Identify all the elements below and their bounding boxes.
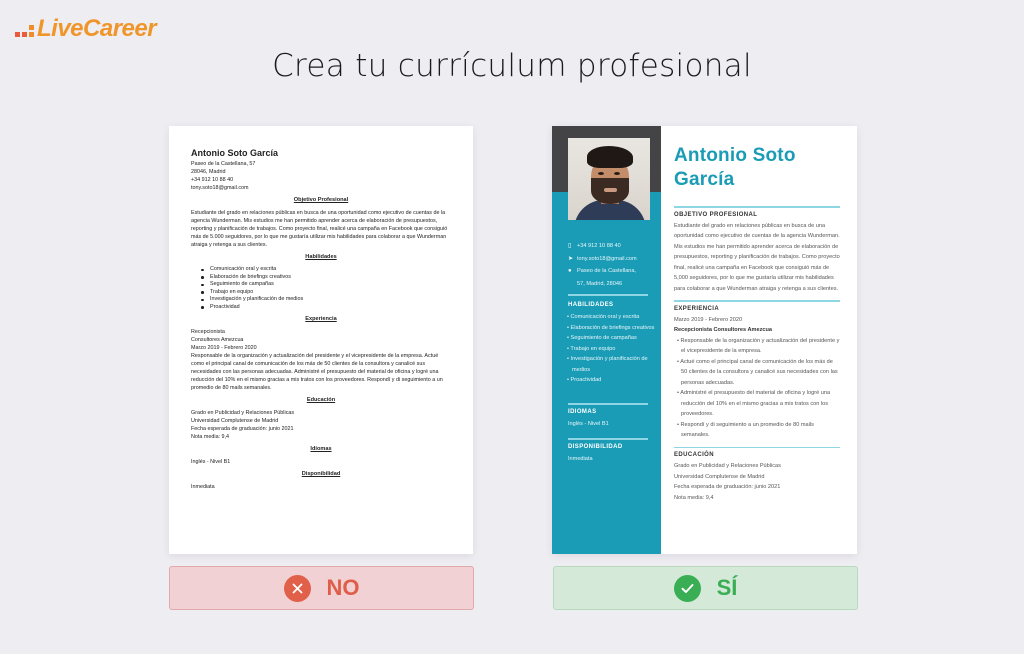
experience-role: Recepcionista <box>191 329 225 335</box>
contact-block <box>568 240 654 290</box>
resume-name-line2: García <box>674 169 735 190</box>
education-line: Universidad Complutense de Madrid <box>674 473 765 480</box>
contact-address: Paseo de la Castellana, 57 <box>191 161 256 167</box>
contact-email: tony.soto18@gmail.com <box>577 255 637 262</box>
divider <box>674 206 840 208</box>
profile-photo <box>568 138 650 220</box>
availability-text: Inmediata <box>568 456 593 462</box>
skill-item: Investigación y planificación de medios <box>201 296 451 304</box>
experience-role: Recepcionista Consultores Amezcua <box>674 327 773 333</box>
divider <box>674 300 840 302</box>
experience-company: Consultores Amezcua <box>191 337 244 343</box>
skills-list <box>191 266 451 311</box>
education-line: Nota media: 9,4 <box>191 434 230 440</box>
livecareer-logo[interactable] <box>15 16 156 42</box>
skill-item: Trabajo en equipo <box>201 289 451 297</box>
experience-bullet: • Actué como el principal canal de comunicación de los más de 50 clientes de la consultora y canalicé sus necesidades con las personas adecuadas. <box>677 358 838 386</box>
plain-resume-example <box>169 126 473 554</box>
skill-item: • Proactividad <box>567 377 602 383</box>
objective-text: Estudiante del grado en relaciones públicas en busca de una oportunidad como ejecutivo de cuentas de la agencia Wunderman. Mis estudios me han permitido aprender acerca de elaboración de presupuestos, reporting y planificación de trabajos. Como proyecto final, realicé una campaña en Facebook que consiguió más de 5.000 seguidores, por lo que me gustaría utilizar mis habilidades para colaborar a que Wunderman atraiga y retenga a sus clientes. <box>191 210 448 248</box>
skill-item: • Investigación y planificación de medios <box>567 356 648 373</box>
education-line: Fecha esperada de graduación: junio 2021 <box>674 484 781 490</box>
verdict-yes-banner <box>553 566 858 610</box>
resume-name: Antonio Soto García <box>191 148 279 158</box>
contact-phone: +34 912 10 88 40 <box>191 177 234 183</box>
phone-icon: ▯ <box>568 243 572 249</box>
experience-bullet: • Respondí y di seguimiento a un promedio de 80 mails semanales. <box>677 421 814 438</box>
contact-address-1: Paseo de la Castellana, <box>577 268 637 274</box>
verdict-no-label: NO <box>326 575 360 600</box>
skill-item: • Seguimiento de campañas <box>567 335 637 341</box>
education-line: Grado en Publicidad y Relaciones Públicas <box>191 410 295 416</box>
sidebar-skills-list <box>566 312 656 386</box>
education-line: Nota media: 9,4 <box>674 494 714 501</box>
education-line: Grado en Publicidad y Relaciones Públicas <box>674 463 781 469</box>
skill-item: Seguimiento de campañas <box>201 281 451 289</box>
sidebar-title-languages: IDIOMAS <box>568 409 597 415</box>
experience-bullet: • Administré el presupuesto del material de oficina y logré una reducción del 10% en el mismo gracias a mis tratos con los proveedores. <box>677 390 831 417</box>
section-title-skills: Habilidades <box>305 254 337 260</box>
divider <box>568 403 648 405</box>
divider <box>568 438 648 440</box>
close-circle-icon <box>284 575 311 602</box>
experience-bullet: • Responsable de la organización y actualización del presidente y el vicepresidente de la empresa. <box>677 337 840 354</box>
verdict-no-banner <box>169 566 474 610</box>
contact-address-2: 57, Madrid, 28046 <box>577 280 623 287</box>
check-circle-icon <box>674 575 701 602</box>
resume-name-line1: Antonio Soto <box>674 145 796 166</box>
section-title-education: Educación <box>306 397 336 403</box>
section-title-experience: Experiencia <box>305 316 337 322</box>
experience-bullets <box>674 336 840 441</box>
education-line: Fecha esperada de graduación: junio 2021 <box>191 426 294 432</box>
skill-item: Elaboración de briefings creativos <box>201 274 451 282</box>
contact-phone: +34 912 10 88 40 <box>577 243 621 249</box>
objective-text: Estudiante del grado en relaciones públicas en busca de una oportunidad como ejecutivo de cuentas de la agencia Wunderman. Mis estudios me han permitido aprender acerca de elaboración de presupuestos, reporting y planificación de trabajos. Como proyecto final, realicé una campaña en Facebook que consiguió más de 5,000 seguidores, por lo que me gustaría utilizar mis habilidades para colaborar a que Wunderman atraiga y retenga a sus clientes. <box>674 222 840 292</box>
verdict-yes-label: SÍ <box>716 575 738 600</box>
location-pin-icon: ● <box>568 268 572 274</box>
page-title: Crea tu currículum profesional <box>272 48 752 84</box>
experience-dates: Marzo 2019 - Febrero 2020 <box>674 316 743 323</box>
experience-dates: Marzo 2019 - Febrero 2020 <box>191 345 257 351</box>
logo-dots-icon <box>15 25 34 37</box>
skill-item: • Trabajo en equipo <box>567 345 616 352</box>
contact-email: tony.soto18@gmail.com <box>191 185 249 191</box>
skill-item: • Comunicación oral y escrita <box>567 314 640 320</box>
skill-item: Proactividad <box>201 304 451 312</box>
logo-text: LiveCareer <box>37 15 157 42</box>
languages-text: Inglés - Nivel B1 <box>191 459 231 465</box>
section-title-objective: OBJETIVO PROFESIONAL <box>674 211 758 218</box>
section-title-education: EDUCACIÓN <box>674 452 714 458</box>
section-title-availability: Disponibilidad <box>301 471 341 477</box>
languages-text: Inglés - Nivel B1 <box>568 421 609 427</box>
divider <box>568 294 648 296</box>
contact-city: 28046, Madrid <box>191 169 226 175</box>
section-title-languages: Idiomas <box>310 446 332 452</box>
divider <box>674 447 840 449</box>
section-title-objective: Objetivo Profesional <box>293 197 349 203</box>
skill-item: Comunicación oral y escrita <box>201 266 451 274</box>
sidebar-title-skills: HABILIDADES <box>568 302 614 308</box>
skill-item: • Elaboración de briefings creativos <box>567 324 655 331</box>
resume-main-column <box>674 144 840 503</box>
availability-text: Inmediata <box>191 484 215 490</box>
sidebar-title-availability: DISPONIBILIDAD <box>568 444 623 450</box>
designed-resume-example <box>552 126 857 554</box>
section-title-experience: EXPERIENCIA <box>674 305 720 312</box>
education-line: Universidad Complutense de Madrid <box>191 418 279 424</box>
experience-text: Responsable de la organización y actualización del presidente y el vicepresidente de la empresa. Actué como el principal canal de comunicación de los más de 50 clientes de la consultora y canalicé sus necesidades con las personas adecuadas. Administré el presupuesto del material de oficina y logré una reducción del 10% en el mismo gracias a mis tratos con los proveedores. Respondí y di seguimiento a un promedio de 80 mails semanales. <box>191 353 443 391</box>
send-icon: ➤ <box>568 255 574 262</box>
